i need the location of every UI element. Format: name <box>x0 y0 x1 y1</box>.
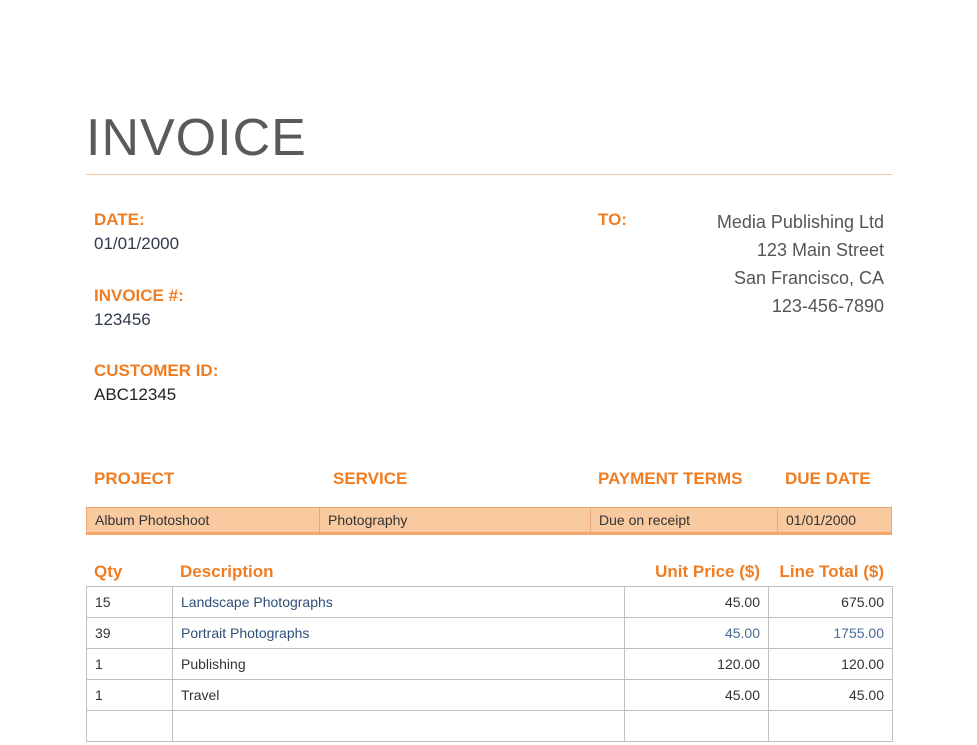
service-cell[interactable]: Photography <box>320 508 591 532</box>
items-table <box>86 586 893 742</box>
description-header: Description <box>180 562 274 581</box>
date-label: DATE: <box>94 210 145 229</box>
project-table-header <box>86 469 892 491</box>
unit-price-cell[interactable]: 45.00 <box>625 618 769 649</box>
qty-header: Qty <box>94 562 123 581</box>
description-cell[interactable]: Publishing <box>173 649 625 680</box>
invoice-title: INVOICE <box>86 109 307 167</box>
project-row <box>86 507 892 535</box>
table-row <box>87 618 893 649</box>
invoice-page <box>86 0 892 745</box>
to-phone[interactable]: 123-456-7890 <box>771 296 884 316</box>
items-table-header <box>86 562 892 586</box>
table-row <box>87 711 893 742</box>
to-address <box>717 208 884 320</box>
qty-cell[interactable]: 1 <box>87 649 173 680</box>
line-total-cell[interactable]: 120.00 <box>769 649 893 680</box>
line-total-cell[interactable]: 45.00 <box>769 680 893 711</box>
customer-id-label: CUSTOMER ID: <box>94 361 219 380</box>
to-label: TO: <box>598 210 627 229</box>
qty-cell[interactable]: 39 <box>87 618 173 649</box>
to-company[interactable]: Media Publishing Ltd <box>716 212 884 232</box>
description-cell[interactable]: Landscape Photographs <box>173 587 625 618</box>
line-total-cell[interactable]: 1755.00 <box>769 618 893 649</box>
to-street[interactable]: 123 Main Street <box>756 240 884 260</box>
table-row <box>87 587 893 618</box>
service-header: SERVICE <box>333 469 408 488</box>
due-date-cell[interactable]: 01/01/2000 <box>786 512 857 528</box>
to-city[interactable]: San Francisco, CA <box>733 268 884 288</box>
qty-cell[interactable]: 15 <box>87 587 173 618</box>
qty-cell[interactable]: 1 <box>87 680 173 711</box>
table-row <box>87 649 893 680</box>
line-total-cell[interactable] <box>769 711 893 742</box>
customer-id-value[interactable]: ABC12345 <box>94 385 177 404</box>
project-header: PROJECT <box>94 469 175 488</box>
due-date-header: DUE DATE <box>785 469 871 488</box>
unit-price-cell[interactable]: 45.00 <box>625 680 769 711</box>
description-cell[interactable]: Travel <box>173 680 625 711</box>
date-block <box>94 210 179 254</box>
description-cell[interactable] <box>173 711 625 742</box>
payment-terms-header: PAYMENT TERMS <box>598 469 743 488</box>
invoice-number-label: INVOICE #: <box>94 286 184 305</box>
line-total-header: Line Total ($) <box>779 562 884 581</box>
payment-terms-cell[interactable]: Due on receipt <box>591 508 778 532</box>
unit-price-cell[interactable]: 45.00 <box>625 587 769 618</box>
unit-price-cell[interactable] <box>625 711 769 742</box>
invoice-number-block <box>94 286 184 330</box>
invoice-number-value[interactable]: 123456 <box>94 310 151 329</box>
line-total-cell[interactable]: 675.00 <box>769 587 893 618</box>
unit-price-header: Unit Price ($) <box>655 562 760 581</box>
qty-cell[interactable] <box>87 711 173 742</box>
date-value[interactable]: 01/01/2000 <box>94 234 180 253</box>
project-cell[interactable]: Album Photoshoot <box>87 508 320 532</box>
title-divider <box>86 174 892 175</box>
customer-id-block <box>94 361 218 405</box>
table-row <box>87 680 893 711</box>
description-cell[interactable]: Portrait Photographs <box>173 618 625 649</box>
unit-price-cell[interactable]: 120.00 <box>625 649 769 680</box>
